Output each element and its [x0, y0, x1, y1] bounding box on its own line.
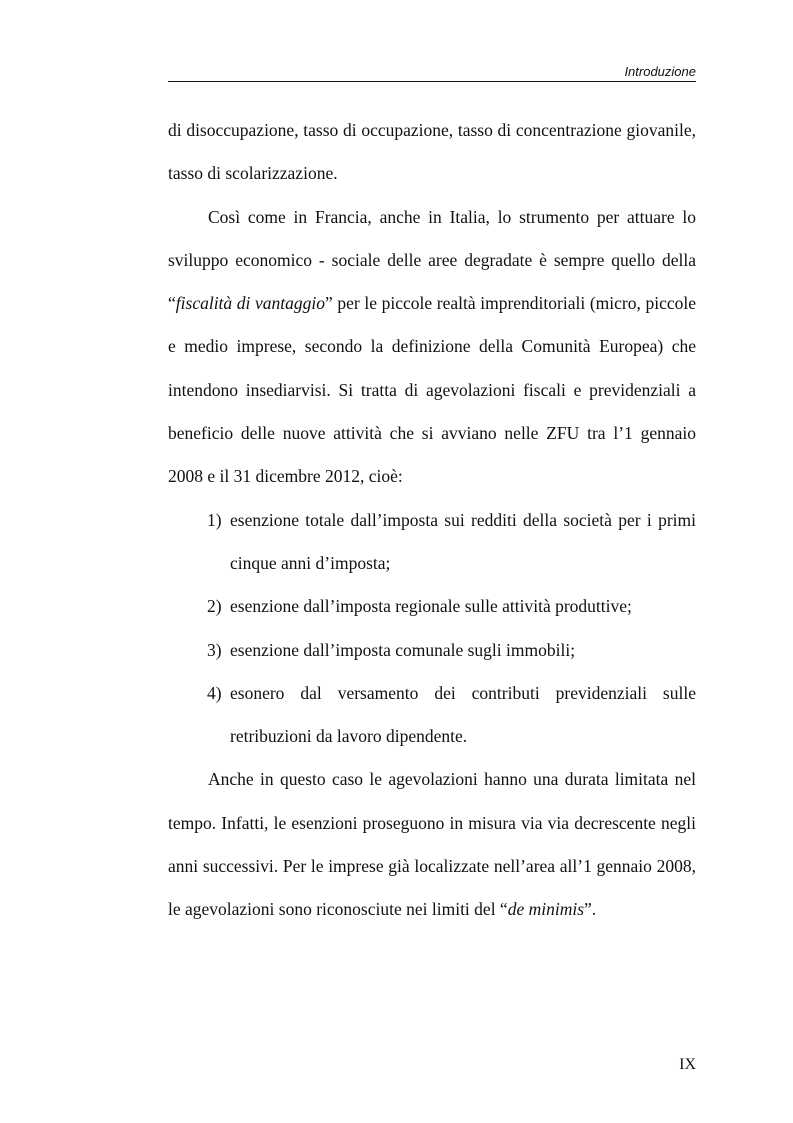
list-item-text: esenzione dall’imposta comunale sugli immobili;	[230, 639, 576, 660]
list-item-number: 4)	[207, 682, 222, 703]
benefits-list	[168, 499, 696, 759]
paragraph-3	[168, 758, 696, 931]
list-item-text: esonero dal versamento dei contributi previdenziali sulle retribuzioni da lavoro dipendente.	[230, 682, 696, 747]
list-item-number: 3)	[207, 639, 222, 660]
emphasis-de-minimis: de minimis	[507, 899, 585, 920]
list-item-number: 1)	[207, 509, 222, 530]
list-item-number: 2)	[207, 596, 222, 617]
paragraph-2	[168, 196, 696, 499]
list-item	[168, 499, 696, 586]
paragraph-3-end: ”.	[584, 899, 597, 920]
paragraph-2-end: ” per le piccole realtà imprenditoriali (micro, piccole e medio imprese, secondo la definizione della Comunità Europea) che intendono insediarvisi. Si tratta di agevolazioni fiscali e previdenziali a beneficio delle nuove attività che si avviano nelle ZFU tra l’1 gennaio 2008 e il 31 dicembre 2012, cioè:	[168, 293, 696, 487]
list-item-text: esenzione totale dall’imposta sui redditi della società per i primi cinque anni d’imposta;	[230, 509, 696, 573]
paragraph-3-start: Anche in questo caso le agevolazioni hanno una durata limitata nel tempo. Infatti, le esenzioni proseguono in misura via via decrescente negli anni successivi. Per le imprese già localizzate nell’area all’1 gennaio 2008, le agevolazioni sono riconosciute nei limiti del “	[168, 769, 696, 920]
paragraph-1: di disoccupazione, tasso di occupazione, tasso di concentrazione giovanile, tasso di scolarizzazione.	[168, 120, 696, 184]
list-item	[168, 672, 696, 759]
page-number: IX	[679, 1056, 696, 1073]
list-item	[168, 585, 696, 628]
running-header: Introduzione	[624, 64, 696, 79]
header-rule	[168, 81, 696, 82]
list-item-text: esenzione dall’imposta regionale sulle attività produttive;	[230, 596, 632, 617]
paragraph-2-start: Così come in Francia, anche in Italia, lo strumento per attuare lo sviluppo economico - sociale delle aree degradate è sempre quello della “	[168, 206, 696, 314]
list-item	[168, 629, 696, 672]
body-text	[168, 109, 696, 932]
emphasis-fiscalita: fiscalità di vantaggio	[175, 293, 326, 314]
